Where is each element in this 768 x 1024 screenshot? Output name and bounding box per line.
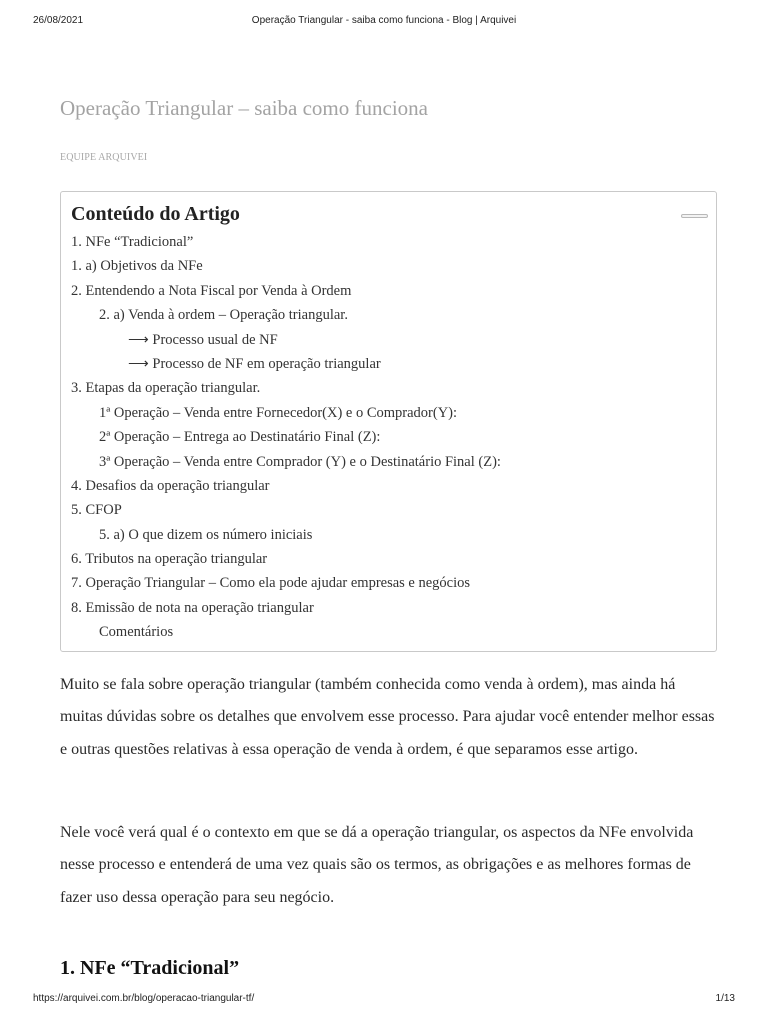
article-title: Operação Triangular – saiba como funciona <box>60 96 428 120</box>
table-of-contents <box>60 191 717 652</box>
toc-item[interactable]: 5. CFOP <box>71 502 122 519</box>
toc-item[interactable]: 8. Emissão de nota na operação triangular <box>71 599 314 616</box>
print-date: 26/08/2021 <box>33 15 84 26</box>
toc-item[interactable]: Comentários <box>99 624 174 641</box>
author-byline[interactable]: EQUIPE ARQUIVEI <box>60 152 148 163</box>
toc-item[interactable]: 2. Entendendo a Nota Fiscal por Venda à Ordem <box>71 282 352 299</box>
toc-item[interactable]: 1. NFe “Tradicional” <box>71 234 194 250</box>
toc-item[interactable]: 5. a) O que dizem os número iniciais <box>99 526 313 543</box>
toc-item[interactable]: ⟶ Processo usual de NF <box>128 331 278 348</box>
toc-item[interactable]: 7. Operação Triangular – Como ela pode ajudar empresas e negócios <box>71 575 471 592</box>
toc-item[interactable]: 2. a) Venda à ordem – Operação triangular. <box>99 307 348 324</box>
page-number: 1/13 <box>715 993 735 1004</box>
print-header <box>0 15 768 31</box>
print-document-title: Operação Triangular - saiba como funciona - Blog | Arquivei <box>251 15 517 26</box>
toc-collapse-toggle[interactable] <box>681 214 708 218</box>
toc-item[interactable]: 1ª Operação – Venda entre Fornecedor(X) e o Comprador(Y): <box>99 404 458 421</box>
toc-item[interactable]: 3ª Operação – Venda entre Comprador (Y) e o Destinatário Final (Z): <box>99 453 501 470</box>
toc-list <box>71 230 501 645</box>
print-url[interactable]: https://arquivei.com.br/blog/operacao-triangular-tf/ <box>33 993 255 1004</box>
toc-item[interactable]: 3. Etapas da operação triangular. <box>71 380 261 397</box>
toc-item[interactable]: 1. a) Objetivos da NFe <box>71 258 203 275</box>
print-footer <box>0 993 768 1009</box>
toc-item[interactable]: 6. Tributos na operação triangular <box>71 551 268 568</box>
toc-heading: Conteúdo do Artigo <box>71 203 240 225</box>
intro-paragraph: Muito se fala sobre operação triangular (também conhecida como venda à ordem), mas ainda há muitas dúvidas sobre os detalhes que envolvem esse processo. Para ajudar você entender melhor essas e outras questões relativas à essa operação de venda à ordem, é que separamos esse artigo. <box>60 676 715 758</box>
toc-item[interactable]: ⟶ Processo de NF em operação triangular <box>128 355 381 372</box>
section-heading: 1. NFe “Tradicional” <box>60 957 240 979</box>
context-paragraph: Nele você verá qual é o contexto em que se dá a operação triangular, os aspectos da NFe envolvida nesse processo e entenderá de uma vez quais são os termos, as obrigações e as melhores formas de fazer uso dessa operação para seu negócio. <box>60 824 694 906</box>
toc-item[interactable]: 2ª Operação – Entrega ao Destinatário Final (Z): <box>99 429 381 446</box>
toc-item[interactable]: 4. Desafios da operação triangular <box>71 477 270 494</box>
